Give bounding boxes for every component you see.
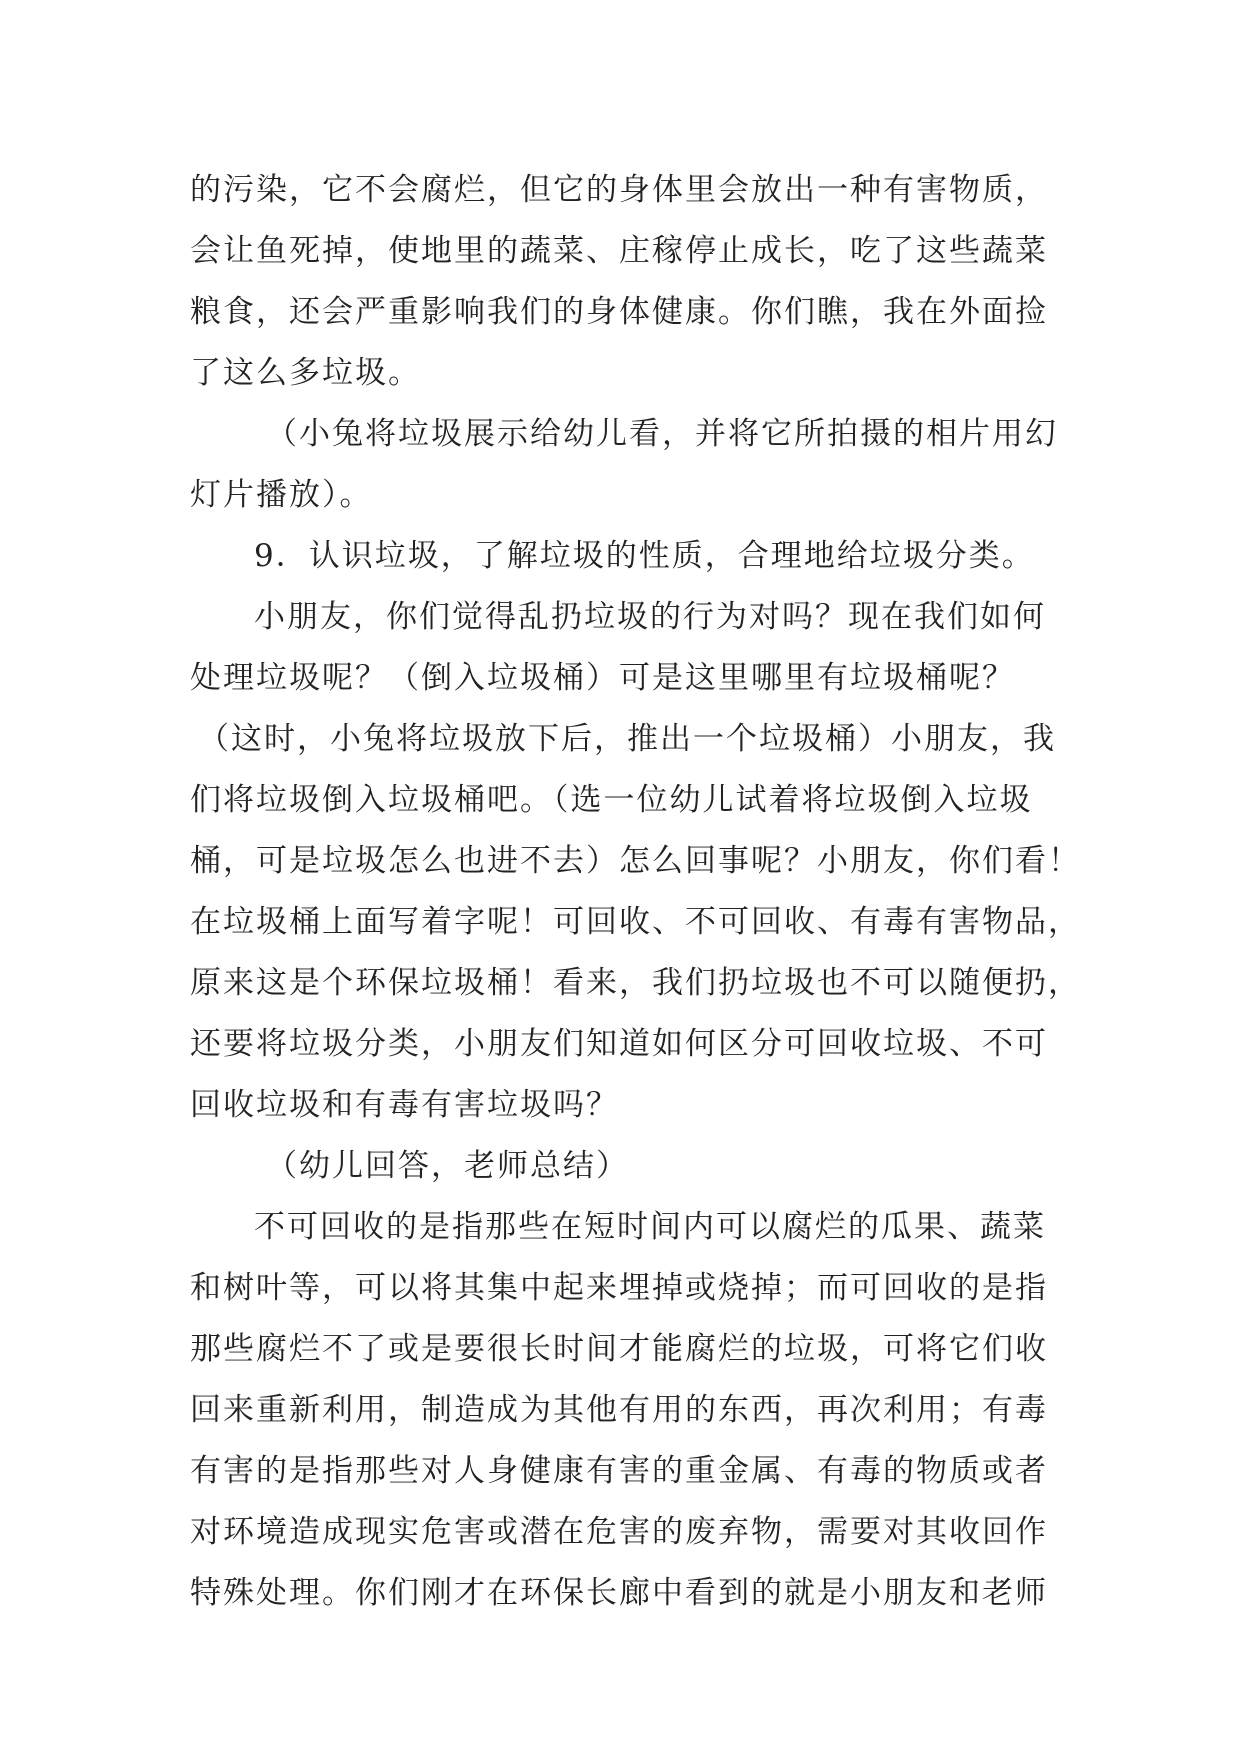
text-line: （幼儿回答，老师总结）	[266, 1148, 629, 1184]
text-line: 灯片播放）。	[190, 477, 373, 513]
text-line: 在垃圾桶上面写着字呢！可回收、不可回收、有毒有害物品，	[190, 904, 1081, 940]
text-line: 那些腐烂不了或是要很长时间才能腐烂的垃圾，可将它们收	[190, 1331, 1048, 1367]
text-line: 特殊处理。你们刚才在环保长廊中看到的就是小朋友和老师	[190, 1575, 1048, 1611]
section-heading: 9．认识垃圾，了解垃圾的性质，合理地给垃圾分类。	[254, 538, 1035, 574]
text-line: 和树叶等，可以将其集中起来埋掉或烧掉；而可回收的是指	[190, 1270, 1048, 1306]
text-line: 桶，可是垃圾怎么也进不去）怎么回事呢？小朋友，你们看！	[190, 843, 1081, 879]
text-line: 会让鱼死掉，使地里的蔬菜、庄稼停止成长，吃了这些蔬菜	[190, 233, 1048, 269]
text-line: （小兔将垃圾展示给幼儿看，并将它所拍摄的相片用幻	[266, 416, 1058, 452]
text-line: 回收垃圾和有毒有害垃圾吗？	[190, 1087, 619, 1123]
body-text	[190, 160, 1081, 1624]
text-line: 粮食，还会严重影响我们的身体健康。你们瞧，我在外面捡	[190, 294, 1048, 330]
text-line: （这时，小兔将垃圾放下后，推出一个垃圾桶）小朋友，我	[198, 721, 1056, 757]
text-line: 的污染，它不会腐烂，但它的身体里会放出一种有害物质，	[190, 172, 1048, 208]
text-line: 回来重新利用，制造成为其他有用的东西，再次利用；有毒	[190, 1392, 1048, 1428]
text-line: 还要将垃圾分类，小朋友们知道如何区分可回收垃圾、不可	[190, 1026, 1048, 1062]
text-line: 不可回收的是指那些在短时间内可以腐烂的瓜果、蔬菜	[254, 1209, 1046, 1245]
text-line: 有害的是指那些对人身健康有害的重金属、有毒的物质或者	[190, 1453, 1048, 1489]
text-line: 处理垃圾呢？（倒入垃圾桶）可是这里哪里有垃圾桶呢？	[190, 660, 1015, 696]
text-line: 了这么多垃圾。	[190, 355, 421, 391]
text-line: 小朋友，你们觉得乱扔垃圾的行为对吗？现在我们如何	[254, 599, 1046, 635]
text-line: 们将垃圾倒入垃圾桶吧。（选一位幼儿试着将垃圾倒入垃圾	[190, 782, 1033, 818]
text-line: 原来这是个环保垃圾桶！看来，我们扔垃圾也不可以随便扔，	[190, 965, 1081, 1001]
text-line: 对环境造成现实危害或潜在危害的废弃物，需要对其收回作	[190, 1514, 1048, 1550]
